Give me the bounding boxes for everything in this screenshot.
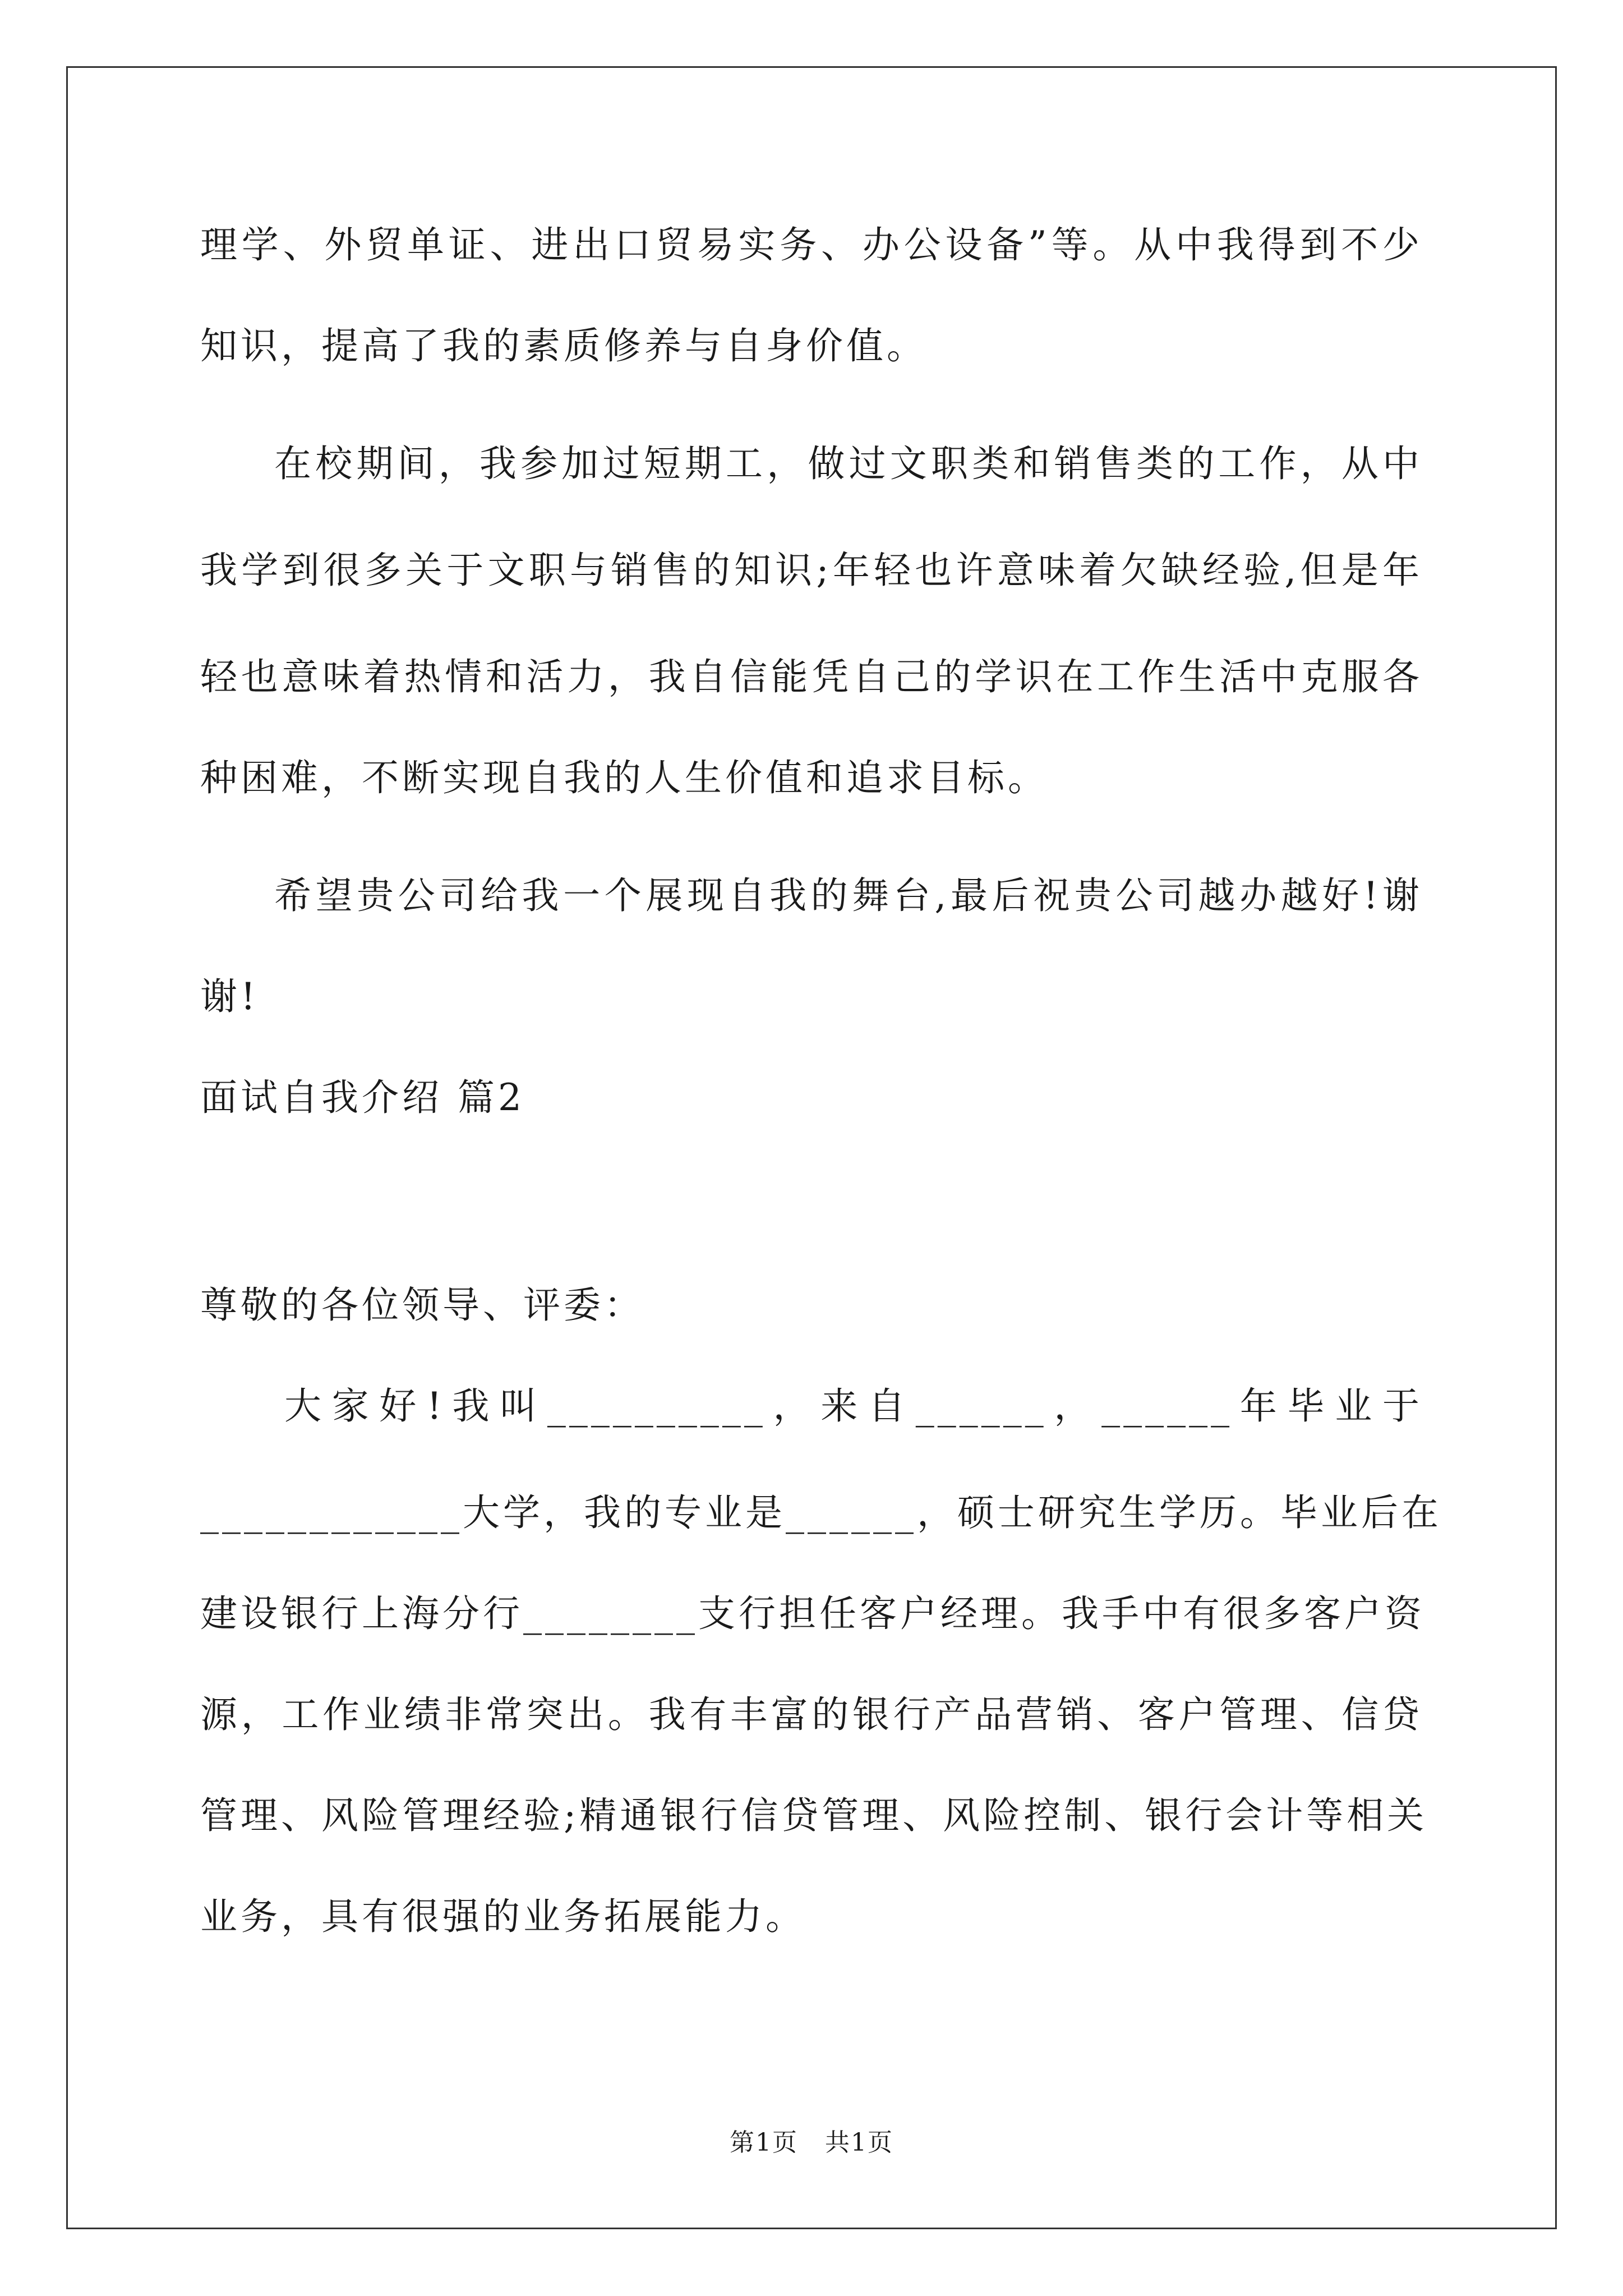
paragraph-line: 建设银行上海分行________支行担任客户经理。我手中有很多客户资 — [200, 1592, 1425, 1635]
paragraph-line: 希望贵公司给我一个展现自我的舞台,最后祝贵公司越办越好!谢 — [274, 874, 1423, 917]
paragraph-line: 种困难，不断实现自我的人生价值和追求目标。 — [200, 756, 1048, 799]
paragraph-line: 源，工作业绩非常突出。我有丰富的银行产品营销、客户管理、信贷 — [200, 1693, 1423, 1736]
section-heading: 面试自我介绍 篇2 — [200, 1076, 525, 1119]
paragraph-line: 我学到很多关于文职与销售的知识;年轻也许意味着欠缺经验,但是年 — [200, 549, 1423, 592]
paragraph-line: ____________大学，我的专业是______，硕士研究生学历。毕业后在 — [200, 1491, 1442, 1534]
paragraph-line: 知识，提高了我的素质修养与自身价值。 — [200, 324, 927, 367]
paragraph-line: 理学、外贸单证、进出口贸易实务、办公设备”等。从中我得到不少 — [200, 223, 1423, 266]
paragraph-line: 谢! — [200, 975, 259, 1018]
paragraph-line: 大家好!我叫__________，来自______，______年毕业于 — [284, 1384, 1423, 1428]
page-number-footer: 第1页 共1页 — [730, 2128, 893, 2157]
salutation: 尊敬的各位领导、评委： — [200, 1283, 644, 1327]
paragraph-line: 轻也意味着热情和活力，我自信能凭自己的学识在工作生活中克服各 — [200, 655, 1423, 698]
paragraph-line: 业务，具有很强的业务拓展能力。 — [200, 1895, 806, 1938]
paragraph-line: 在校期间，我参加过短期工，做过文职类和销售类的工作，从中 — [274, 442, 1423, 485]
paragraph-line: 管理、风险管理经验;精通银行信贷管理、风险控制、银行会计等相关 — [200, 1794, 1428, 1837]
